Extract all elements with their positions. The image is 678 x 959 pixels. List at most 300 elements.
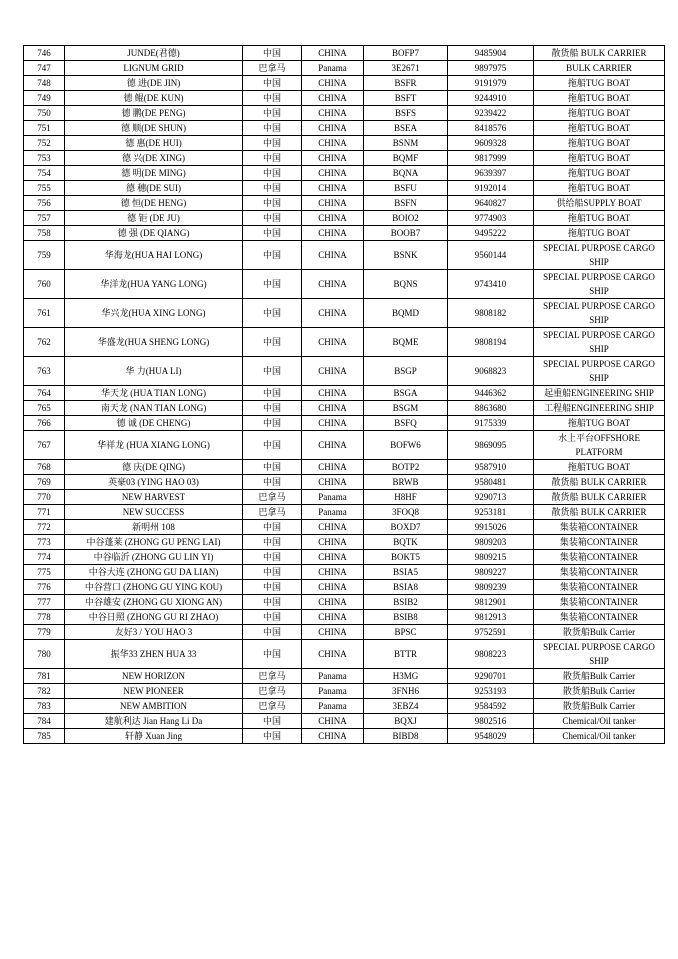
nationality-cell: CHINA	[302, 729, 364, 744]
imo-number-cell: 8418576	[448, 121, 534, 136]
flag-cell: 中国	[243, 166, 302, 181]
table-row	[24, 181, 665, 196]
row-number-cell: 761	[24, 299, 65, 328]
table-row	[24, 357, 665, 386]
table-row	[24, 535, 665, 550]
row-number-cell: 774	[24, 550, 65, 565]
nationality-cell: CHINA	[302, 226, 364, 241]
vessel-type-cell: 拖船TUG BOAT	[534, 416, 665, 431]
imo-number-cell: 9580481	[448, 475, 534, 490]
nationality-cell: Panama	[302, 490, 364, 505]
vessel-name-cell: JUNDE(君德)	[65, 46, 243, 61]
imo-number-cell: 9639397	[448, 166, 534, 181]
vessel-type-cell: 拖船TUG BOAT	[534, 181, 665, 196]
row-number-cell: 767	[24, 431, 65, 460]
call-sign-cell: BSIA5	[364, 565, 448, 580]
row-number-cell: 779	[24, 625, 65, 640]
nationality-cell: Panama	[302, 505, 364, 520]
vessel-type-cell: 散货船 BULK CARRIER	[534, 505, 665, 520]
row-number-cell: 759	[24, 241, 65, 270]
vessel-name-cell: 中谷临沂 (ZHONG GU LIN YI)	[65, 550, 243, 565]
imo-number-cell: 9743410	[448, 270, 534, 299]
flag-cell: 中国	[243, 401, 302, 416]
vessel-name-cell: 华盛龙(HUA SHENG LONG)	[65, 328, 243, 357]
imo-number-cell: 9897975	[448, 61, 534, 76]
flag-cell: 中国	[243, 211, 302, 226]
row-number-cell: 752	[24, 136, 65, 151]
vessel-type-cell: 拖船TUG BOAT	[534, 460, 665, 475]
table-row	[24, 196, 665, 211]
row-number-cell: 760	[24, 270, 65, 299]
flag-cell: 中国	[243, 151, 302, 166]
vessel-name-cell: 英豪03 (YING HAO 03)	[65, 475, 243, 490]
vessel-type-cell: 供给船SUPPLY BOAT	[534, 196, 665, 211]
flag-cell: 中国	[243, 520, 302, 535]
imo-number-cell: 9175339	[448, 416, 534, 431]
imo-number-cell: 9809227	[448, 565, 534, 580]
call-sign-cell: BSFT	[364, 91, 448, 106]
row-number-cell: 773	[24, 535, 65, 550]
vessel-type-cell: 散货船Bulk Carrier	[534, 625, 665, 640]
flag-cell: 中国	[243, 386, 302, 401]
vessel-name-cell: 德 恒(DE HENG)	[65, 196, 243, 211]
flag-cell: 中国	[243, 610, 302, 625]
table-row	[24, 241, 665, 270]
vessel-type-cell: 工程船ENGINEERING SHIP	[534, 401, 665, 416]
imo-number-cell: 9812913	[448, 610, 534, 625]
table-row	[24, 490, 665, 505]
call-sign-cell: BOOB7	[364, 226, 448, 241]
vessel-name-cell: 轩静 Xuan Jing	[65, 729, 243, 744]
row-number-cell: 771	[24, 505, 65, 520]
nationality-cell: CHINA	[302, 241, 364, 270]
vessel-name-cell: 德 鲲(DE KUN)	[65, 91, 243, 106]
call-sign-cell: BOIO2	[364, 211, 448, 226]
vessel-name-cell: 建航利达 Jian Hang Li Da	[65, 714, 243, 729]
vessel-name-cell: 德 钜 (DE JU)	[65, 211, 243, 226]
call-sign-cell: BRWB	[364, 475, 448, 490]
imo-number-cell: 9808223	[448, 640, 534, 669]
vessel-type-cell: 水上平台OFFSHORE PLATFORM	[534, 431, 665, 460]
imo-number-cell: 9752591	[448, 625, 534, 640]
imo-number-cell: 9609328	[448, 136, 534, 151]
call-sign-cell: H8HF	[364, 490, 448, 505]
table-row	[24, 166, 665, 181]
vessel-type-cell: 散货船Bulk Carrier	[534, 669, 665, 684]
table-row	[24, 699, 665, 714]
flag-cell: 中国	[243, 550, 302, 565]
row-number-cell: 765	[24, 401, 65, 416]
imo-number-cell: 9253193	[448, 684, 534, 699]
table-row	[24, 136, 665, 151]
vessel-name-cell: 中谷日照 (ZHONG GU RI ZHAO)	[65, 610, 243, 625]
vessel-type-cell: 集装箱CONTAINER	[534, 535, 665, 550]
row-number-cell: 749	[24, 91, 65, 106]
row-number-cell: 785	[24, 729, 65, 744]
flag-cell: 中国	[243, 270, 302, 299]
table-row	[24, 565, 665, 580]
imo-number-cell: 9068823	[448, 357, 534, 386]
nationality-cell: CHINA	[302, 106, 364, 121]
call-sign-cell: BSEA	[364, 121, 448, 136]
call-sign-cell: BQNA	[364, 166, 448, 181]
vessel-registry-table	[23, 45, 665, 744]
table-row	[24, 328, 665, 357]
imo-number-cell: 9239422	[448, 106, 534, 121]
vessel-type-cell: Chemical/Oil tanker	[534, 729, 665, 744]
table-row	[24, 91, 665, 106]
vessel-type-cell: 集装箱CONTAINER	[534, 520, 665, 535]
imo-number-cell: 9869095	[448, 431, 534, 460]
row-number-cell: 776	[24, 580, 65, 595]
imo-number-cell: 9446362	[448, 386, 534, 401]
imo-number-cell: 9584592	[448, 699, 534, 714]
vessel-name-cell: 中谷蓬莱 (ZHONG GU PENG LAI)	[65, 535, 243, 550]
table-row	[24, 106, 665, 121]
vessel-type-cell: 拖船TUG BOAT	[534, 211, 665, 226]
imo-number-cell: 8863680	[448, 401, 534, 416]
table-row	[24, 640, 665, 669]
call-sign-cell: BTTR	[364, 640, 448, 669]
nationality-cell: CHINA	[302, 386, 364, 401]
nationality-cell: CHINA	[302, 416, 364, 431]
row-number-cell: 758	[24, 226, 65, 241]
call-sign-cell: BSIB2	[364, 595, 448, 610]
imo-number-cell: 9809239	[448, 580, 534, 595]
vessel-name-cell: 德 惠(DE HUI)	[65, 136, 243, 151]
vessel-name-cell: NEW HARVEST	[65, 490, 243, 505]
call-sign-cell: BQTK	[364, 535, 448, 550]
imo-number-cell: 9817999	[448, 151, 534, 166]
vessel-type-cell: SPECIAL PURPOSE CARGO SHIP	[534, 640, 665, 669]
flag-cell: 中国	[243, 640, 302, 669]
call-sign-cell: BSGP	[364, 357, 448, 386]
table-row	[24, 299, 665, 328]
nationality-cell: Panama	[302, 699, 364, 714]
imo-number-cell: 9915026	[448, 520, 534, 535]
call-sign-cell: BOTP2	[364, 460, 448, 475]
call-sign-cell: BQNS	[364, 270, 448, 299]
vessel-type-cell: 集装箱CONTAINER	[534, 580, 665, 595]
vessel-name-cell: 中谷营口 (ZHONG GU YING KOU)	[65, 580, 243, 595]
call-sign-cell: 3E2671	[364, 61, 448, 76]
nationality-cell: CHINA	[302, 76, 364, 91]
nationality-cell: CHINA	[302, 475, 364, 490]
vessel-type-cell: 拖船TUG BOAT	[534, 166, 665, 181]
vessel-type-cell: 散货船Bulk Carrier	[534, 699, 665, 714]
row-number-cell: 757	[24, 211, 65, 226]
table-row	[24, 431, 665, 460]
vessel-name-cell: 中谷雄安 (ZHONG GU XIONG AN)	[65, 595, 243, 610]
vessel-type-cell: 拖船TUG BOAT	[534, 136, 665, 151]
imo-number-cell: 9808194	[448, 328, 534, 357]
imo-number-cell: 9808182	[448, 299, 534, 328]
nationality-cell: CHINA	[302, 181, 364, 196]
row-number-cell: 762	[24, 328, 65, 357]
imo-number-cell: 9191979	[448, 76, 534, 91]
table-row	[24, 595, 665, 610]
nationality-cell: CHINA	[302, 520, 364, 535]
call-sign-cell: BSGM	[364, 401, 448, 416]
nationality-cell: CHINA	[302, 136, 364, 151]
table-row	[24, 460, 665, 475]
vessel-name-cell: 德 进(DE JIN)	[65, 76, 243, 91]
call-sign-cell: BQMF	[364, 151, 448, 166]
flag-cell: 中国	[243, 595, 302, 610]
imo-number-cell: 9812901	[448, 595, 534, 610]
call-sign-cell: BSFN	[364, 196, 448, 211]
table-row	[24, 475, 665, 490]
nationality-cell: CHINA	[302, 151, 364, 166]
vessel-type-cell: 集装箱CONTAINER	[534, 610, 665, 625]
call-sign-cell: BPSC	[364, 625, 448, 640]
flag-cell: 中国	[243, 565, 302, 580]
vessel-type-cell: 拖船TUG BOAT	[534, 226, 665, 241]
vessel-type-cell: 拖船TUG BOAT	[534, 91, 665, 106]
flag-cell: 中国	[243, 241, 302, 270]
imo-number-cell: 9548029	[448, 729, 534, 744]
flag-cell: 中国	[243, 121, 302, 136]
vessel-type-cell: BULK CARRIER	[534, 61, 665, 76]
table-row	[24, 270, 665, 299]
nationality-cell: CHINA	[302, 431, 364, 460]
row-number-cell: 746	[24, 46, 65, 61]
flag-cell: 巴拿马	[243, 684, 302, 699]
row-number-cell: 780	[24, 640, 65, 669]
nationality-cell: CHINA	[302, 91, 364, 106]
nationality-cell: CHINA	[302, 535, 364, 550]
nationality-cell: CHINA	[302, 460, 364, 475]
row-number-cell: 784	[24, 714, 65, 729]
table-row	[24, 61, 665, 76]
flag-cell: 中国	[243, 106, 302, 121]
flag-cell: 巴拿马	[243, 61, 302, 76]
flag-cell: 中国	[243, 328, 302, 357]
call-sign-cell: BQXJ	[364, 714, 448, 729]
table-row	[24, 550, 665, 565]
call-sign-cell: BOFP7	[364, 46, 448, 61]
vessel-name-cell: 德 明(DE MING)	[65, 166, 243, 181]
table-row	[24, 610, 665, 625]
nationality-cell: CHINA	[302, 401, 364, 416]
nationality-cell: CHINA	[302, 640, 364, 669]
flag-cell: 中国	[243, 46, 302, 61]
imo-number-cell: 9495222	[448, 226, 534, 241]
vessel-type-cell: 集装箱CONTAINER	[534, 550, 665, 565]
table-row	[24, 714, 665, 729]
row-number-cell: 763	[24, 357, 65, 386]
vessel-name-cell: 德 穗(DE SUI)	[65, 181, 243, 196]
vessel-name-cell: 中谷大连 (ZHONG GU DA LIAN)	[65, 565, 243, 580]
call-sign-cell: H3MG	[364, 669, 448, 684]
vessel-type-cell: SPECIAL PURPOSE CARGO SHIP	[534, 299, 665, 328]
vessel-name-cell: 德 兴(DE XING)	[65, 151, 243, 166]
imo-number-cell: 9809203	[448, 535, 534, 550]
call-sign-cell: BQME	[364, 328, 448, 357]
call-sign-cell: BOKT5	[364, 550, 448, 565]
flag-cell: 中国	[243, 714, 302, 729]
row-number-cell: 782	[24, 684, 65, 699]
imo-number-cell: 9774903	[448, 211, 534, 226]
vessel-name-cell: 华洋龙(HUA YANG LONG)	[65, 270, 243, 299]
nationality-cell: CHINA	[302, 196, 364, 211]
vessel-type-cell: SPECIAL PURPOSE CARGO SHIP	[534, 270, 665, 299]
flag-cell: 中国	[243, 431, 302, 460]
table-row	[24, 401, 665, 416]
vessel-name-cell: 德 诚 (DE CHENG)	[65, 416, 243, 431]
table-row	[24, 729, 665, 744]
flag-cell: 中国	[243, 226, 302, 241]
row-number-cell: 768	[24, 460, 65, 475]
vessel-registry-body	[24, 46, 665, 744]
table-row	[24, 226, 665, 241]
imo-number-cell: 9244910	[448, 91, 534, 106]
vessel-type-cell: 散货船 BULK CARRIER	[534, 475, 665, 490]
imo-number-cell: 9560144	[448, 241, 534, 270]
call-sign-cell: BSIB8	[364, 610, 448, 625]
vessel-type-cell: SPECIAL PURPOSE CARGO SHIP	[534, 241, 665, 270]
vessel-name-cell: 德 顺(DE SHUN)	[65, 121, 243, 136]
nationality-cell: CHINA	[302, 625, 364, 640]
table-row	[24, 151, 665, 166]
flag-cell: 中国	[243, 91, 302, 106]
flag-cell: 中国	[243, 299, 302, 328]
table-row	[24, 669, 665, 684]
vessel-type-cell: 起重船ENGINEERING SHIP	[534, 386, 665, 401]
row-number-cell: 778	[24, 610, 65, 625]
flag-cell: 巴拿马	[243, 505, 302, 520]
row-number-cell: 747	[24, 61, 65, 76]
table-row	[24, 76, 665, 91]
call-sign-cell: 3EBZ4	[364, 699, 448, 714]
imo-number-cell: 9809215	[448, 550, 534, 565]
table-row	[24, 505, 665, 520]
nationality-cell: CHINA	[302, 610, 364, 625]
nationality-cell: CHINA	[302, 714, 364, 729]
imo-number-cell: 9290701	[448, 669, 534, 684]
vessel-name-cell: NEW PIONEER	[65, 684, 243, 699]
table-row	[24, 386, 665, 401]
vessel-name-cell: 华 力(HUA LI)	[65, 357, 243, 386]
table-row	[24, 46, 665, 61]
vessel-name-cell: NEW SUCCESS	[65, 505, 243, 520]
vessel-name-cell: 华祥龙 (HUA XIANG LONG)	[65, 431, 243, 460]
row-number-cell: 753	[24, 151, 65, 166]
nationality-cell: CHINA	[302, 211, 364, 226]
row-number-cell: 783	[24, 699, 65, 714]
table-row	[24, 211, 665, 226]
flag-cell: 巴拿马	[243, 490, 302, 505]
row-number-cell: 751	[24, 121, 65, 136]
call-sign-cell: BSFQ	[364, 416, 448, 431]
flag-cell: 中国	[243, 416, 302, 431]
vessel-type-cell: 集装箱CONTAINER	[534, 565, 665, 580]
flag-cell: 中国	[243, 625, 302, 640]
call-sign-cell: 3FOQ8	[364, 505, 448, 520]
row-number-cell: 755	[24, 181, 65, 196]
flag-cell: 中国	[243, 729, 302, 744]
call-sign-cell: BSGA	[364, 386, 448, 401]
row-number-cell: 756	[24, 196, 65, 211]
table-row	[24, 580, 665, 595]
nationality-cell: CHINA	[302, 46, 364, 61]
call-sign-cell: BOXD7	[364, 520, 448, 535]
vessel-name-cell: LIGNUM GRID	[65, 61, 243, 76]
nationality-cell: CHINA	[302, 166, 364, 181]
vessel-type-cell: SPECIAL PURPOSE CARGO SHIP	[534, 357, 665, 386]
call-sign-cell: BSNK	[364, 241, 448, 270]
call-sign-cell: 3FNH6	[364, 684, 448, 699]
nationality-cell: CHINA	[302, 595, 364, 610]
table-row	[24, 625, 665, 640]
vessel-name-cell: 华海龙(HUA HAI LONG)	[65, 241, 243, 270]
flag-cell: 中国	[243, 475, 302, 490]
nationality-cell: CHINA	[302, 550, 364, 565]
vessel-name-cell: 南天龙 (NAN TIAN LONG)	[65, 401, 243, 416]
call-sign-cell: BSFU	[364, 181, 448, 196]
nationality-cell: CHINA	[302, 121, 364, 136]
table-row	[24, 520, 665, 535]
nationality-cell: Panama	[302, 61, 364, 76]
nationality-cell: CHINA	[302, 565, 364, 580]
imo-number-cell: 9802516	[448, 714, 534, 729]
vessel-type-cell: SPECIAL PURPOSE CARGO SHIP	[534, 328, 665, 357]
vessel-type-cell: 散货船Bulk Carrier	[534, 684, 665, 699]
flag-cell: 中国	[243, 580, 302, 595]
vessel-name-cell: 友好3 / YOU HAO 3	[65, 625, 243, 640]
row-number-cell: 775	[24, 565, 65, 580]
flag-cell: 中国	[243, 181, 302, 196]
row-number-cell: 770	[24, 490, 65, 505]
row-number-cell: 754	[24, 166, 65, 181]
nationality-cell: Panama	[302, 684, 364, 699]
imo-number-cell: 9640827	[448, 196, 534, 211]
row-number-cell: 769	[24, 475, 65, 490]
vessel-name-cell: NEW AMBITION	[65, 699, 243, 714]
flag-cell: 中国	[243, 357, 302, 386]
call-sign-cell: BSIA8	[364, 580, 448, 595]
row-number-cell: 748	[24, 76, 65, 91]
call-sign-cell: BQMD	[364, 299, 448, 328]
call-sign-cell: BOFW6	[364, 431, 448, 460]
row-number-cell: 777	[24, 595, 65, 610]
imo-number-cell: 9253181	[448, 505, 534, 520]
vessel-name-cell: 新明州 108	[65, 520, 243, 535]
vessel-name-cell: 德 庆(DE QING)	[65, 460, 243, 475]
row-number-cell: 764	[24, 386, 65, 401]
vessel-type-cell: 散货船 BULK CARRIER	[534, 490, 665, 505]
flag-cell: 中国	[243, 76, 302, 91]
flag-cell: 中国	[243, 196, 302, 211]
nationality-cell: CHINA	[302, 580, 364, 595]
vessel-name-cell: 德 强 (DE QIANG)	[65, 226, 243, 241]
vessel-name-cell: 华兴龙(HUA XING LONG)	[65, 299, 243, 328]
vessel-type-cell: 拖船TUG BOAT	[534, 106, 665, 121]
nationality-cell: CHINA	[302, 357, 364, 386]
flag-cell: 中国	[243, 136, 302, 151]
call-sign-cell: BIBD8	[364, 729, 448, 744]
flag-cell: 巴拿马	[243, 699, 302, 714]
imo-number-cell: 9290713	[448, 490, 534, 505]
vessel-type-cell: 拖船TUG BOAT	[534, 151, 665, 166]
call-sign-cell: BSFR	[364, 76, 448, 91]
flag-cell: 巴拿马	[243, 669, 302, 684]
flag-cell: 中国	[243, 535, 302, 550]
nationality-cell: CHINA	[302, 270, 364, 299]
vessel-type-cell: 拖船TUG BOAT	[534, 121, 665, 136]
table-row	[24, 121, 665, 136]
vessel-type-cell: 集装箱CONTAINER	[534, 595, 665, 610]
